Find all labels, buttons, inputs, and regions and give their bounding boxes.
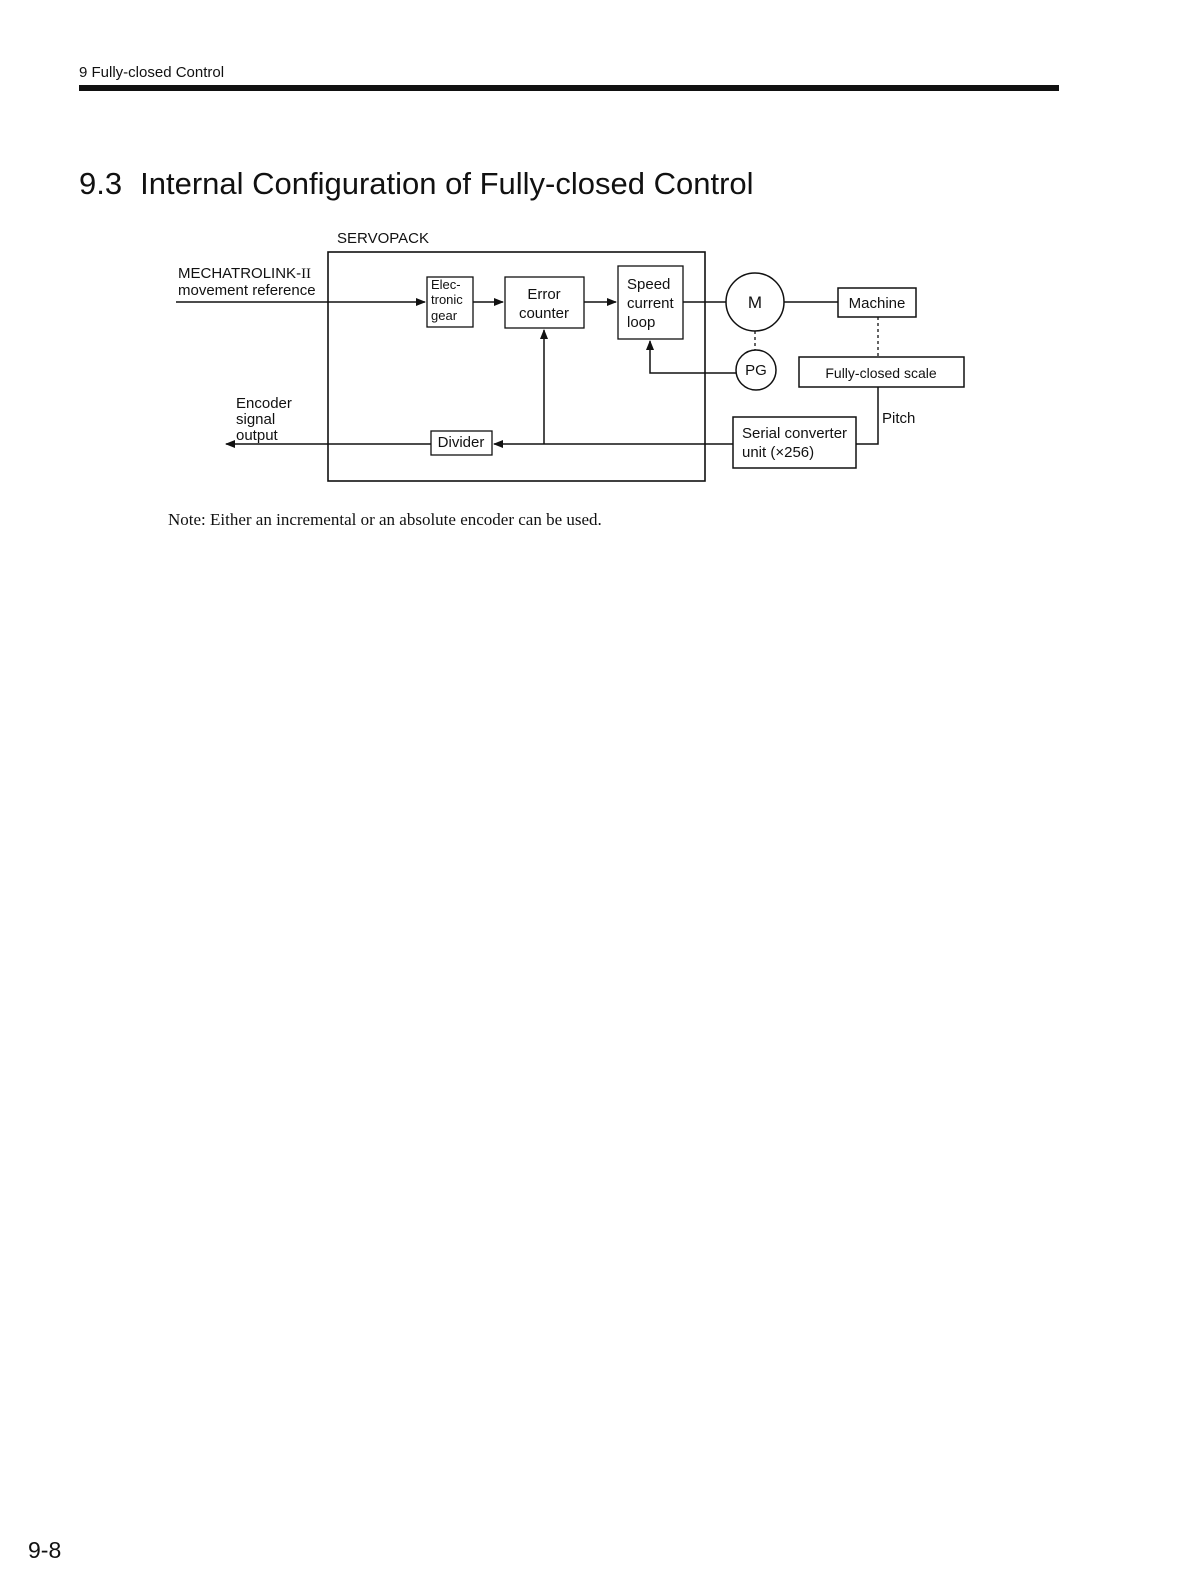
divider-label: Divider xyxy=(437,434,485,451)
section-title-text: Internal Configuration of Fully-closed Control xyxy=(140,166,754,201)
section-number: 9.3 xyxy=(79,166,123,201)
encoder-output-label-2: signal xyxy=(236,411,276,428)
servopack-label: SERVOPACK xyxy=(337,230,429,247)
serial-converter-label-2: unit (×256) xyxy=(742,444,815,461)
encoder-output-label-1: Encoder xyxy=(236,395,292,412)
scale-label: Fully-closed scale xyxy=(825,365,937,381)
speed-loop-label-3: loop xyxy=(627,314,656,331)
scale-to-converter-line xyxy=(856,387,878,444)
error-counter-label-2: counter xyxy=(518,305,570,322)
electronic-gear-label-3: gear xyxy=(431,308,458,323)
diagram-note: Note: Either an incremental or an absolute encoder can be used. xyxy=(168,510,602,529)
machine-label: Machine xyxy=(848,295,906,312)
motor-label: M xyxy=(747,293,763,312)
encoder-output-label-3: output xyxy=(236,427,278,444)
input-label: MECHATROLINK-II xyxy=(178,265,312,282)
pg-feedback-arrow xyxy=(650,341,736,373)
pg-label: PG xyxy=(745,362,767,379)
electronic-gear-label-2: tronic xyxy=(431,292,463,307)
page-number: 9-8 xyxy=(28,1537,62,1563)
input-label-line2: movement reference xyxy=(178,282,316,299)
serial-converter-label-1: Serial converter xyxy=(742,425,848,442)
speed-loop-label-2: current xyxy=(627,295,674,312)
running-head: 9 Fully-closed Control xyxy=(79,64,225,81)
electronic-gear-label-1: Elec- xyxy=(431,277,461,292)
error-counter-label-1: Error xyxy=(527,286,561,303)
pitch-label: Pitch xyxy=(882,410,916,427)
speed-loop-label-1: Speed xyxy=(627,276,671,293)
